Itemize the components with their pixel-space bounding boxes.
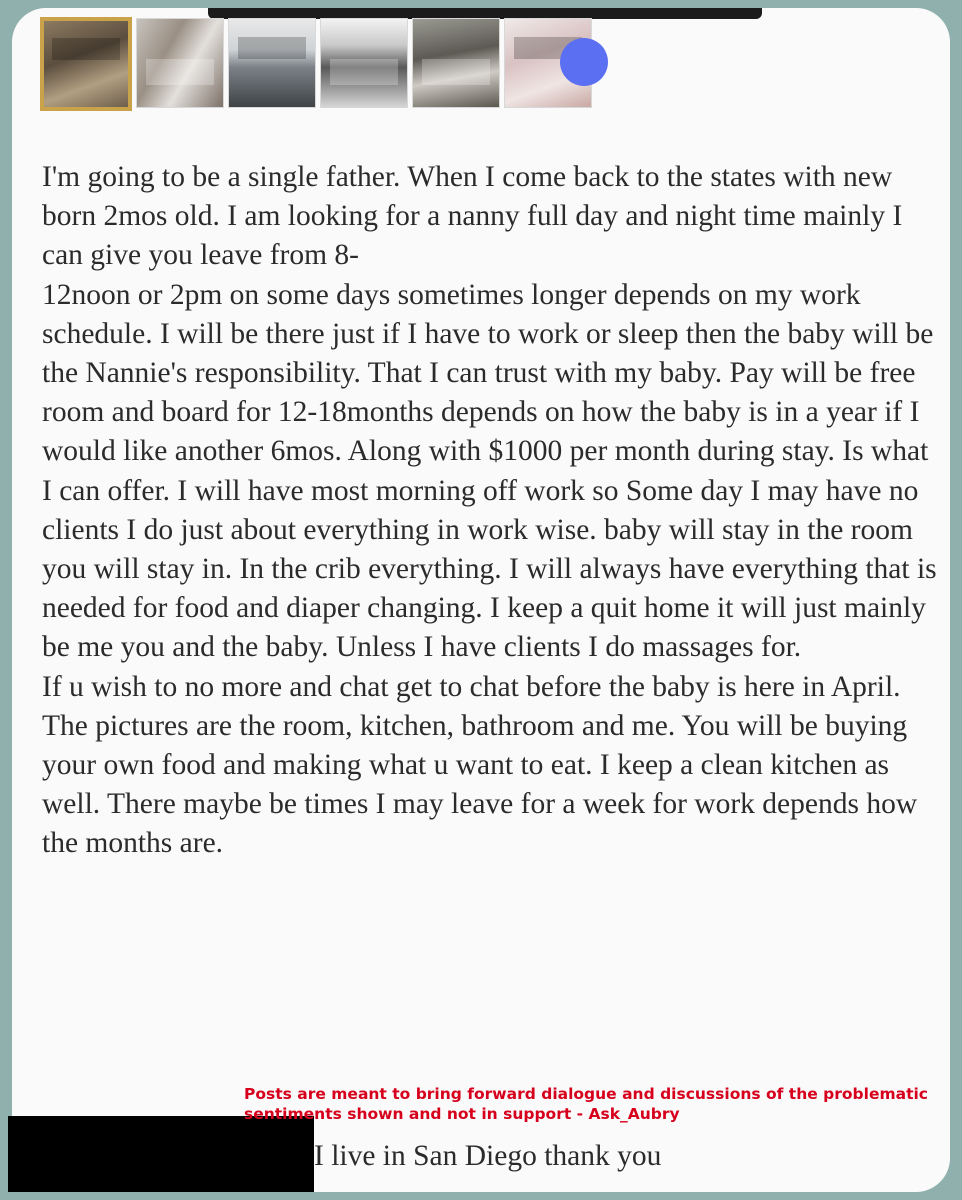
post-closing-line: I live in San Diego thank you: [314, 1140, 662, 1172]
photo-thumbnail-room-1[interactable]: [40, 17, 132, 111]
photo-thumbnail-room-2[interactable]: [136, 18, 224, 108]
post-card: [12, 8, 950, 1192]
photo-thumbnail-kitchen-1[interactable]: [228, 18, 316, 108]
photo-thumbnail-bathroom[interactable]: [412, 18, 500, 108]
post-body-text: I'm going to be a single father. When I come back to the states with new born 2mos old. I am looking for a nanny full day and night time mainly I can give you leave from 8- 12noon or 2pm on some days sometimes longer depends on my work schedule. I will be there just if I have to work or sleep then the baby will be the Nannie's responsibility. That I can trust with my baby. Pay will be free room and board for 12-18months depends on how the baby is in a year if I would like another 6mos. Along with $1000 per month during stay. Is what I can offer. I will have most morning off work so Some day I may have no clients I do just about everything in work wise. baby will stay in the room you will stay in. In the crib everything. I will always have everything that is needed for food and diaper changing. I keep a quit home it will just mainly be me you and the baby. Unless I have clients I do massages for. If u wish to no more and chat get to chat before the baby is here in April. The pictures are the room, kitchen, bathroom and me. You will be buying your own food and making what u want to eat. I keep a clean kitchen as well. There maybe be times I may leave for a week for work depends how the months are.: [42, 161, 937, 860]
disclaimer-notice: Posts are meant to bring forward dialogue and discussions of the problematic sentiments shown and not in support - Ask_Aubry: [244, 1085, 928, 1123]
photo-thumbnail-strip: [40, 18, 592, 118]
privacy-blur-dot: [560, 38, 608, 86]
redaction-bar: [8, 1116, 314, 1192]
photo-thumbnail-kitchen-2[interactable]: [320, 18, 408, 108]
